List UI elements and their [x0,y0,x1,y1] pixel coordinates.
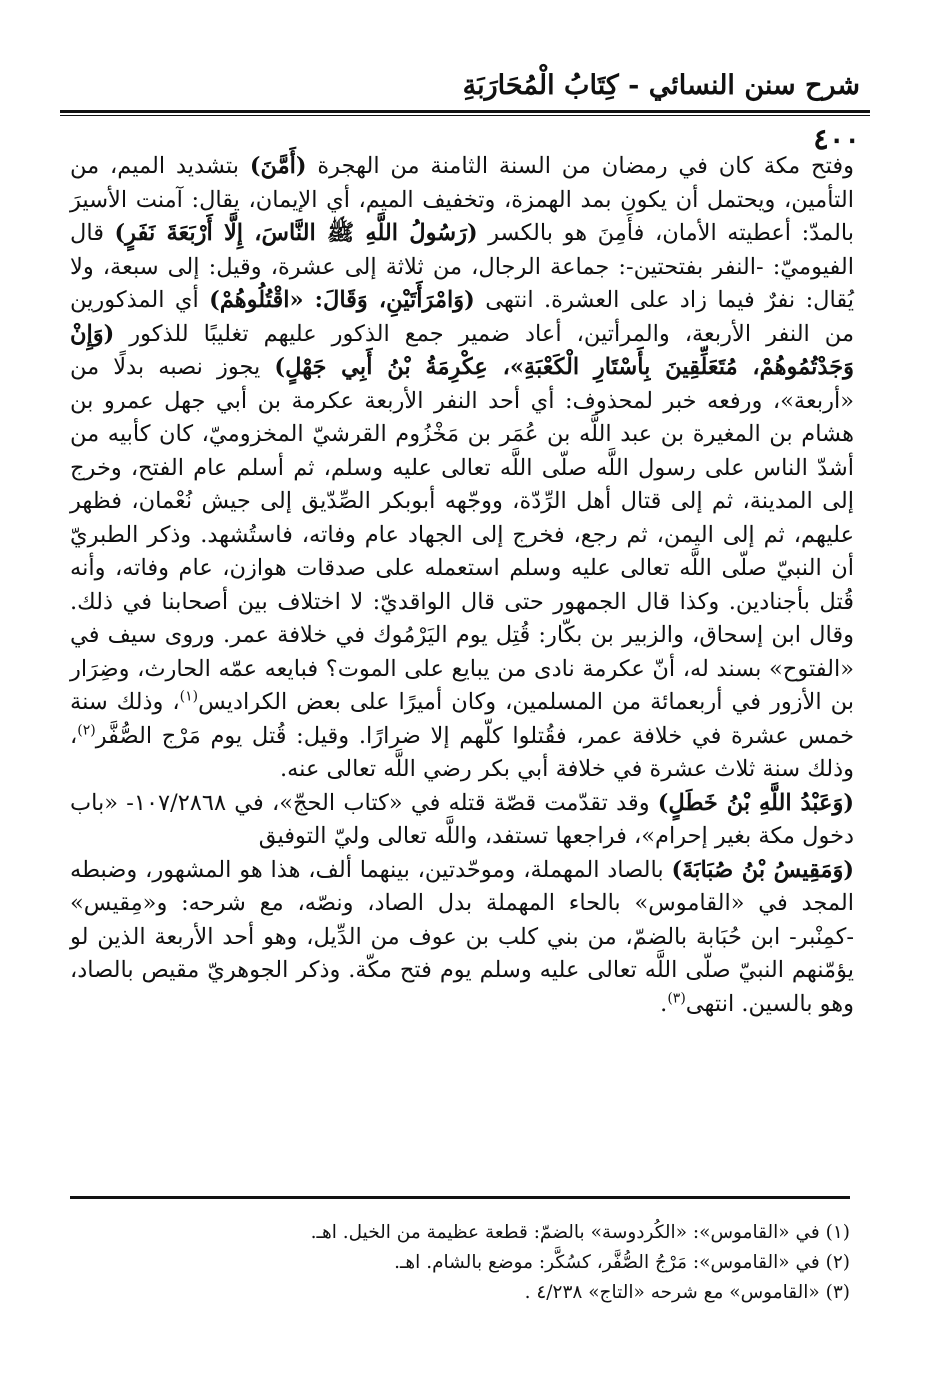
commentary-text: ، وذلك سنة ثلاث عشرة في خلافة أبي بكر رضي اللَّه تعالى عنه. [70,722,854,782]
paragraph-3 [70,854,854,1022]
paragraph-1 [70,150,854,787]
commentary-text: وقد تقدّمت قصّة قتله في «كتاب الحجّ»، في ١٠٧/٢٨٦٨- «باب دخول مكة بغير إحرام»، فراجعها تستفد، واللَّه تعالى وليّ التوفيق [70,789,854,849]
running-title: شرح سنن النسائي - كِتَابُ الْمُحَارَبَةِ [462,70,860,101]
commentary-text: بتشديد الميم، من التأمين، ويحتمل أن يكون بمد الهمزة، وتخفيف الميم، أي الإيمان، يقال: آمنت الأسيرَ بالمدّ: أعطيته الأمان، فأَمِنَ هو بالكسر [70,153,854,246]
header-rule [60,110,870,116]
commentary-text: أي المذكورين من النفر الأربعة، والمرأتين، أعاد ضمير جمع الذكور عليهم تغليبًا للذكور [70,287,854,347]
hadith-quote: (أَمَّنَ) [249,153,307,179]
hadith-quote: (رَسُولُ اللَّهِ ﷺ النَّاسَ، إِلَّا أَرْبَعَةَ نَفَرٍ) [114,220,478,246]
page-number: ٤٠٠ [813,122,860,156]
hadith-quote: (وَامْرَأَتَيْنِ، وَقَالَ: «اقْتُلُوهُمْ) [209,287,475,313]
footnote-2: (٢) في «القاموس»: مَرْجُ الصُّفَّر، كسُكَّر: موضع بالشام. اهـ. [394,1252,850,1273]
paragraph-2 [70,787,854,854]
commentary-text: قال الفيوميّ: -النفر بفتحتين-: جماعة الرجال، من ثلاثة إلى عشرة، وقيل: إلى سبعة، ولا يُقال: نفرٌ فيما زاد على العشرة. انتهى [70,220,855,313]
footnote-rule [70,1196,850,1199]
footnote-1: (١) في «القاموس»: «الكُردوسة» بالضمّ: قطعة عظيمة من الخيل. اهـ. [310,1222,850,1243]
footnote-3: (٣) «القاموس» مع شرحه «التاج» ٤/٢٣٨ . [524,1282,850,1303]
body-text [70,150,854,1021]
commentary-text: يجوز نصبه بدلًا من «أربعة»، ورفعه خبر لمحذوف: أي أحد النفر الأربعة عكرمة بن أبي جهل عمرو بن هشام بن المغيرة بن عبد اللَّه بن عُمَر بن مَخْزُوم القرشيّ المخزوميّ، كان كأبيه من أشدّ الناس على رسول اللَّه صلّى اللَّه تعالى عليه وسلم، ثم أسلم عام الفتح، وخرج إلى المدينة، ثم إلى قتال أهل الرِّدّة، ووجّهه أبوبكر الصِّدّيق إلى جيش نُعْمان، فظهر عليهم، ثم إلى اليمن، ثم رجع، فخرج إلى الجهاد عام وفاته، فاستُشهد. وذكر الطبريّ أن النبيّ صلّى اللَّه تعالى عليه وسلم استعمله على صدقات هوازن، عام وفاته، وأنه قُتل بأجنادين. وكذا قال الجمهور حتى قال الواقديّ: لا اختلاف بين أصحابنا في ذلك. وقال ابن إسحاق، والزبير بن بكّار: قُتِل يوم اليَرْمُوك في خلافة عمر. وروى سيف في «الفتوح» بسند له، أنّ عكرمة نادى من يبايع على الموت؟ فبايعه عمّه الحارث، وضِرَار بن الأزور في أربعمائة من المسلمين، وكان أميرًا على بعض الكراديس [70,354,854,715]
hadith-quote: (وَإِنْ وَجَدْتُمُوهُمْ، مُتَعَلِّقِينَ بِأَسْتَارِ الْكَعْبَةِ»، عِكْرِمَةُ بْنُ أَبِي جَهْلٍ) [70,320,854,380]
commentary-text: بالصاد المهملة، وموحّدتين، بينهما ألف، هذا هو المشهور، وضبطه المجد في «القاموس» بالحاء المهملة بدل الصاد، ونصّه، مع شرحه: و«مِقيس» -كمِنْبر- ابن حُبَابة بالضمّ، من بني كلب بن عوف من الدِّيل، وهو أحد الأربعة الذين لو يؤمّنهم النبيّ صلّى اللَّه تعالى عليه وسلم يوم فتح مكّة. وذكر الجوهريّ مقيص بالصاد، وهو بالسين. انتهى [70,856,854,1017]
commentary-text: وفتح مكة كان في رمضان من السنة الثامنة من الهجرة [306,153,854,179]
footnote-ref: (٢) [77,722,96,738]
footnote-ref: (٣) [667,990,686,1006]
commentary-text: . [660,990,668,1017]
footnotes [70,1218,850,1308]
commentary-text: ، وذلك سنة خمس عشرة في خلافة عمر، فقُتلوا كلّهم إلا ضرارًا. وقيل: قُتل يوم مَرْج الصُّفَّر [70,689,854,749]
hadith-quote: (وَعَبْدُ اللَّهِ بْنُ خَطَلٍ) [657,789,854,816]
hadith-quote: (وَمَقِيسُ بْنُ صُبَابَةَ) [671,856,855,883]
page-header [60,62,870,156]
footnote-ref: (١) [179,688,199,705]
